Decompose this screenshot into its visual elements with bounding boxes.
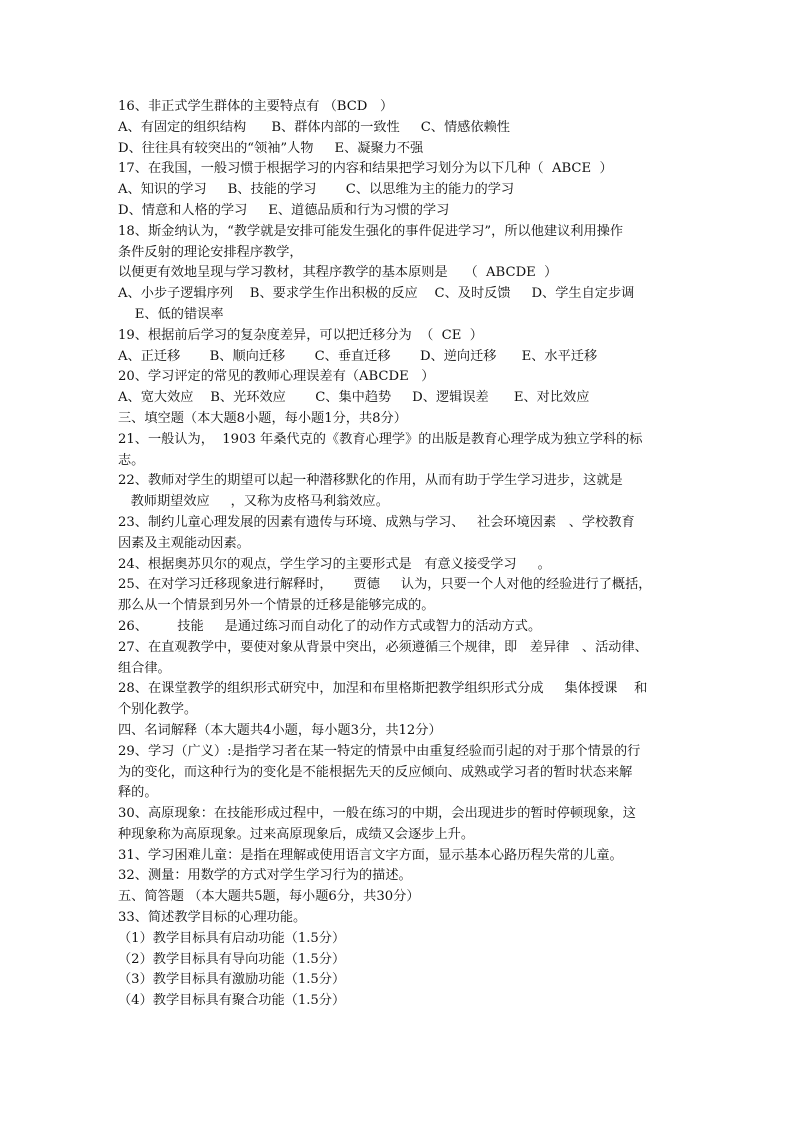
answer-33-item-3: （3）教学目标具有激励功能（1.5分） [118, 972, 346, 988]
question-17-options-d-e: D、情意和人格的学习 E、道德品质和行为习惯的学习 [118, 202, 450, 218]
question-25-line-1: 25、在对学习迁移现象进行解释时， 贾德 认为，只要一个人对他的经验进行了概括， [118, 577, 652, 593]
section-3-heading: 三、填空题（本大题8小题，每小题1分，共8分） [118, 410, 407, 426]
answer-33-item-1: （1）教学目标具有启动功能（1.5分） [118, 930, 346, 946]
question-18-stem-line-1: 18、斯金纳认为，“教学就是安排可能发生强化的事件促进学习”，所以他建议利用操作 [118, 223, 624, 239]
question-25-line-2: 那么从一个情景到另外一个情景的迁移是能够完成的。 [118, 598, 435, 614]
section-4-heading: 四、名词解释（本大题共4小题，每小题3分，共12分） [118, 722, 442, 738]
question-16-stem: 16、非正式学生群体的主要特点有 （BCD ） [118, 99, 394, 114]
question-28-line-1: 28、在课堂教学的组织形式研究中，加涅和布里格斯把教学组织形式分成 集体授课 和 [118, 681, 648, 697]
question-31: 31、学习困难儿童：是指在理解或使用语言文字方面，显示基本心路历程失常的儿童。 [118, 847, 623, 863]
question-30-line-2: 种现象称为高原现象。过来高原现象后，成绩又会逐步上升。 [118, 826, 475, 842]
question-29-line-2: 为的变化，而这种行为的变化是不能根据先天的反应倾向、成熟或学习者的暂时状态来解 [118, 764, 633, 780]
answer-33-item-2: （2）教学目标具有导向功能（1.5分） [118, 951, 346, 967]
question-17-options-a-c: A、知识的学习 B、技能的学习 C、以思维为主的能力的学习 [118, 182, 515, 198]
question-27-line-2: 组合律。 [118, 660, 171, 676]
question-32: 32、测量：用数学的方式对学生学习行为的描述。 [118, 868, 412, 884]
question-21-line-2: 志。 [118, 452, 145, 468]
question-26: 26、 技能 是通过练习而自动化了的动作方式或智力的活动方式。 [118, 618, 542, 634]
question-21-line-1: 21、一般认为， 1903 年桑代克的《教育心理学》的出版是教育心理学成为独立学科的标 [118, 431, 643, 447]
question-27-line-1: 27、在直观教学中，要使对象从背景中突出，必须遵循三个规律，即 差异律 、活动律、 [118, 639, 648, 655]
question-16-options-a-c: A、有固定的组织结构 B、群体内部的一致性 C、情感依赖性 [118, 119, 510, 135]
document-page [118, 97, 688, 1012]
question-16-options-d-e: D、往往具有较突出的“领袖”人物 E、凝聚力不强 [118, 140, 424, 156]
question-22-line-2: 教师期望效应 ，又称为皮格马利翁效应。 [118, 494, 389, 510]
question-18-stem-line-2: 条件反射的理论安排程序教学， [118, 244, 303, 260]
question-33-stem: 33、简述教学目标的心理功能。 [118, 910, 307, 926]
question-22-line-1: 22、教师对学生的期望可以起一种潜移默化的作用，从而有助于学生学习进步，这就是 [118, 473, 623, 489]
question-20-stem: 20、学习评定的常见的教师心理误差有（ABCDE ） [118, 369, 435, 385]
question-24: 24、根据奥苏贝尔的观点，学生学习的主要形式是 有意义接受学习 。 [118, 556, 551, 572]
question-30-line-1: 30、高原现象：在技能形成过程中，一般在练习的中期，会出现进步的暂时停顿现象，这 [118, 806, 636, 822]
question-23-line-2: 因素及主观能动因素。 [118, 535, 250, 551]
question-19-options: A、正迁移 B、顺向迁移 C、垂直迁移 D、逆向迁移 E、水平迁移 [118, 348, 598, 364]
answer-33-item-4: （4）教学目标具有聚合功能（1.5分） [118, 993, 346, 1009]
question-18-option-e: E、低的错误率 [118, 306, 224, 322]
question-17-stem: 17、在我国，一般习惯于根据学习的内容和结果把学习划分为以下几种（ ABCE ） [118, 161, 613, 177]
question-18-stem-line-3: 以便更有效地呈现与学习教材，其程序教学的基本原则是 （ ABCDE ） [118, 265, 558, 281]
question-29-line-1: 29、学习（广义）:是指学习者在某一特定的情景中由重复经验而引起的对于那个情景的行 [118, 743, 641, 759]
question-28-line-2: 个别化教学。 [118, 702, 198, 718]
question-19-stem: 19、根据前后学习的复杂度差异，可以把迁移分为 （ CE ） [118, 327, 483, 343]
question-29-line-3: 释的。 [118, 785, 158, 801]
section-5-heading: 五、简答题 （本大题共5题，每小题6分，共30分） [118, 889, 420, 905]
question-18-options-a-d: A、小步子逻辑序列 B、要求学生作出积极的反应 C、及时反馈 D、学生自定步调 [118, 286, 635, 302]
question-23-line-1: 23、制约儿童心理发展的因素有遗传与环境、成熟与学习、 社会环境因素 、学校教育 [118, 514, 635, 530]
question-20-options: A、宽大效应 B、光环效应 C、集中趋势 D、逻辑误差 E、对比效应 [118, 390, 590, 406]
